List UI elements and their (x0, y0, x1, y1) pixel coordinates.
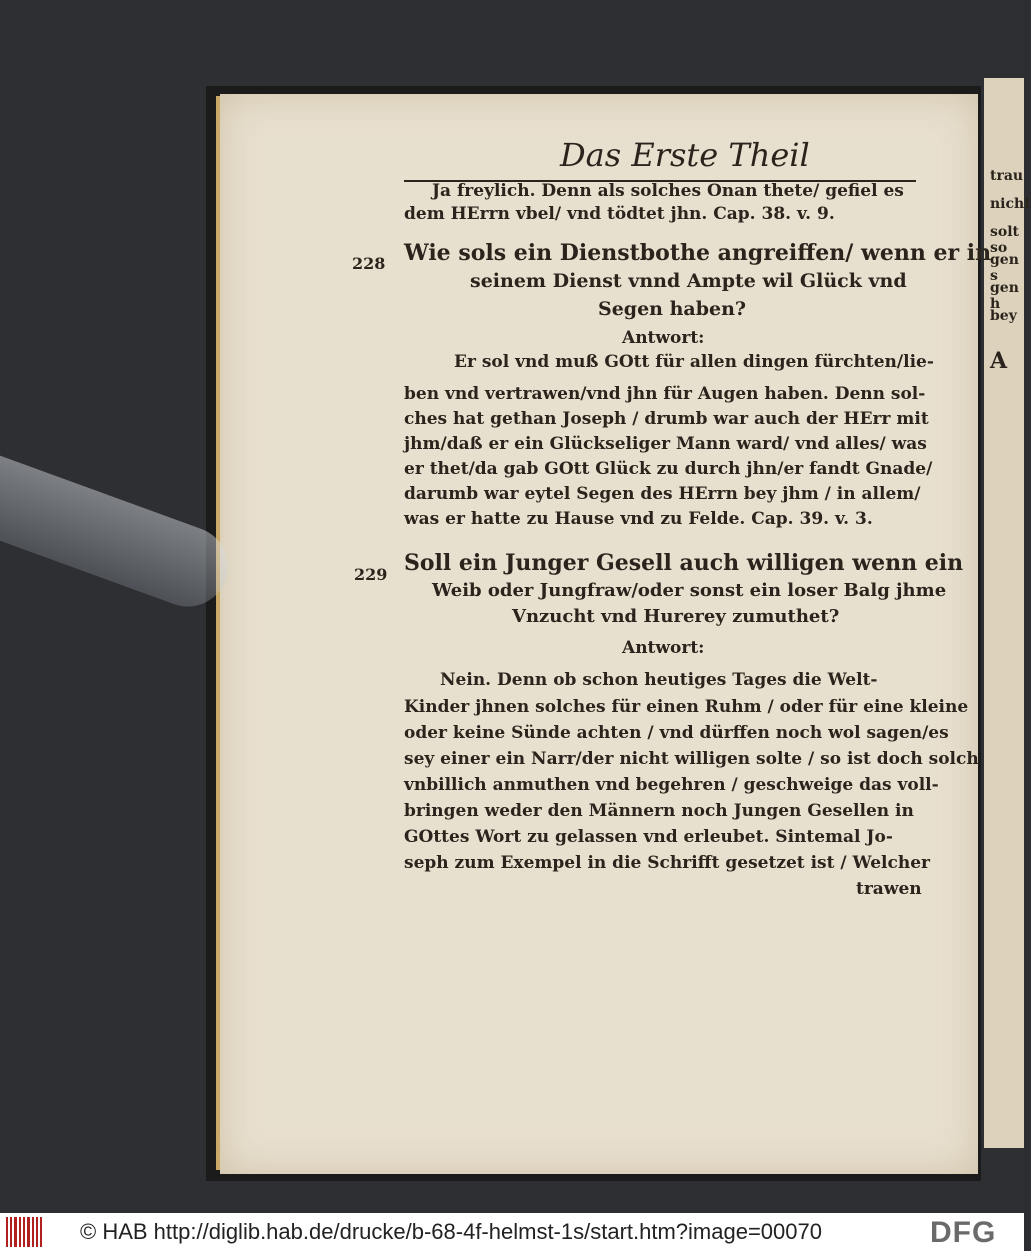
catchword: trawen (856, 879, 922, 899)
question-number: 229 (354, 565, 388, 584)
facing-page-fragment: nicht (990, 196, 1031, 212)
viewer-footer (0, 1213, 1024, 1251)
answer-label: Antwort: (622, 638, 705, 658)
facing-page-fragment: solt so (990, 224, 1020, 256)
facing-page-fragment: trau (990, 168, 1024, 184)
running-head: Das Erste Theil (560, 136, 810, 174)
question-line: Segen haben? (598, 298, 747, 320)
facing-page-fragment: gen h (990, 280, 1019, 312)
answer-line: sey einer ein Narr/der nicht willigen solte / so ist doch solch (404, 749, 979, 769)
answer-line: Er sol vnd muß GOtt für allen dingen fürchten/lie- (454, 352, 934, 372)
question-line: Vnzucht vnd Hurerey zumuthet? (512, 606, 840, 627)
hab-barcode-icon (6, 1217, 46, 1247)
answer-line: jhm/daß er ein Glückseliger Mann ward/ vnd alles/ was (404, 434, 927, 454)
answer-line: bringen weder den Männern noch Jungen Gesellen in (404, 801, 914, 821)
answer-line: vnbillich anmuthen vnd begehren / geschweige das voll- (404, 775, 939, 795)
answer-line: oder keine Sünde achten / vnd dürffen noch wol sagen/es (404, 723, 949, 743)
facing-page-fragment: A (990, 348, 1008, 374)
answer-line: GOttes Wort zu gelassen vnd erleubet. Sintemal Jo- (404, 827, 893, 847)
answer-line: seph zum Exempel in die Schrifft gesetzet ist / Welcher (404, 853, 930, 873)
question-line: seinem Dienst vnnd Ampte wil Glück vnd (470, 270, 907, 292)
answer-line: darumb war eytel Segen des HErrn bey jhm / in allem/ (404, 484, 921, 504)
question-line: Weib oder Jungfraw/oder sonst ein loser Balg jhme (432, 580, 947, 601)
answer-label: Antwort: (622, 328, 705, 348)
copyright-url[interactable]: © HAB http://diglib.hab.de/drucke/b-68-4f-helmst-1s/start.htm?image=00070 (80, 1219, 822, 1244)
question-number: 228 (352, 254, 386, 273)
question-line: Wie sols ein Dienstbothe angreiffen/ wenn er in (404, 240, 992, 266)
answer-line: was er hatte zu Hause vnd zu Felde. Cap. 39. v. 3. (404, 509, 873, 529)
facing-page-fragment: bey (990, 308, 1017, 324)
dfg-logo: DFG (930, 1216, 997, 1249)
text-line: Ja freylich. Denn als solches Onan thete/ gefiel es (432, 181, 904, 201)
answer-line: ches hat gethan Joseph / drumb war auch der HErr mit (404, 409, 929, 429)
text-line: dem HErrn vbel/ vnd tödtet jhn. Cap. 38. v. 9. (404, 204, 835, 224)
facing-page-edge (984, 78, 1031, 1148)
facing-page-fragment: gen s (990, 252, 1019, 284)
answer-line: er thet/da gab GOtt Glück zu durch jhn/er fandt Gnade/ (404, 459, 933, 479)
answer-line: ben vnd vertrawen/vnd jhn für Augen haben. Denn sol- (404, 384, 926, 404)
answer-line: Nein. Denn ob schon heutiges Tages die Welt- (440, 670, 878, 690)
answer-line: Kinder jhnen solches für einen Ruhm / oder für eine kleine (404, 697, 969, 717)
question-line: Soll ein Junger Gesell auch willigen wenn ein (404, 550, 964, 576)
